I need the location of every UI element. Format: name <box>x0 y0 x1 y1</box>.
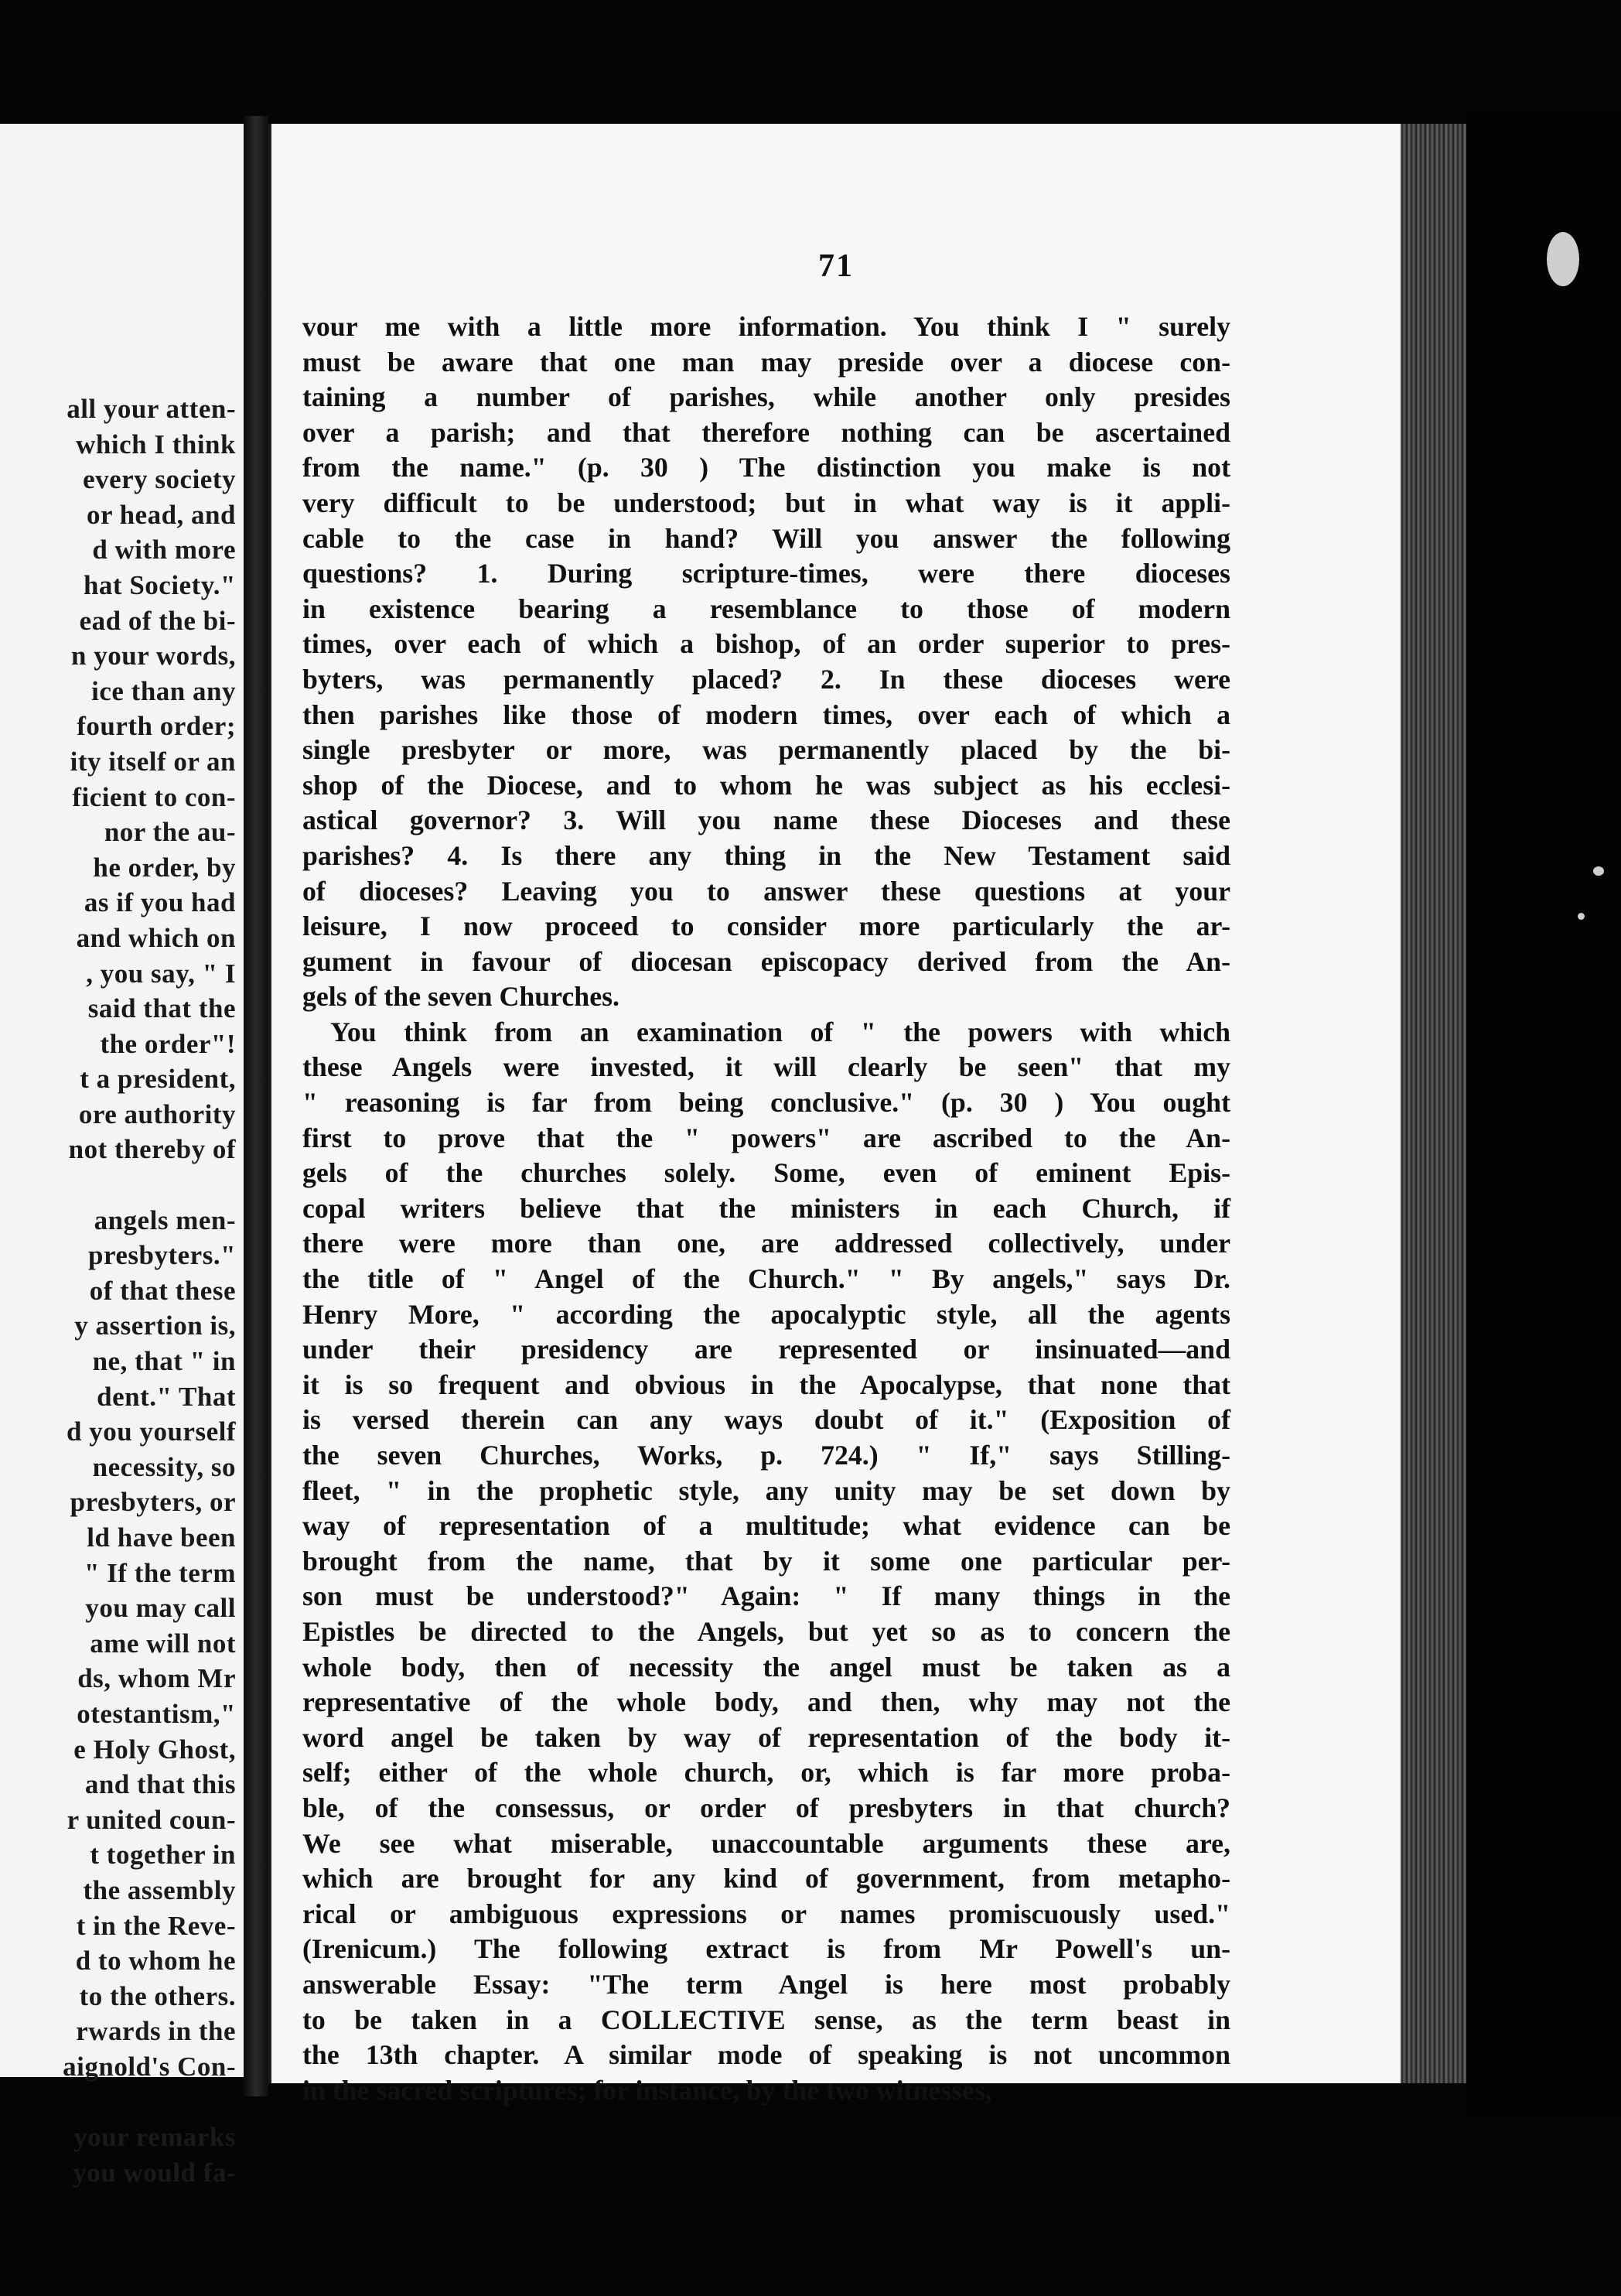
left-page-line: every society <box>83 464 236 495</box>
left-page-line: ice than any <box>91 675 236 706</box>
text-line: (Irenicum.) The following extract is from Mr Powell's un- <box>302 1933 1230 1965</box>
text-line: whole body, then of necessity the angel must be taken as a <box>302 1651 1230 1683</box>
text-line: gels of the churches solely. Some, even of eminent Epis- <box>302 1157 1230 1189</box>
text-line: fleet, " in the prophetic style, any unity may be set down by <box>302 1474 1230 1506</box>
left-page-line: t a president, <box>80 1064 236 1095</box>
left-page-line: dent." That <box>97 1381 236 1412</box>
left-page-line: e Holy Ghost, <box>73 1734 236 1765</box>
text-line: vour me with a little more information. You think I " surely <box>302 311 1230 342</box>
left-page-line: ne, that " in <box>92 1346 236 1377</box>
text-line: there were more than one, are addressed collectively, under <box>302 1228 1230 1259</box>
left-page-line <box>0 2085 236 2120</box>
text-line: single presbyter or more, was permanently placed by the bi- <box>302 734 1230 766</box>
text-line: first to prove that the " powers" are ascribed to the An- <box>302 1122 1230 1153</box>
left-page-line: ame will not <box>90 1628 236 1659</box>
left-page-line: t in the Reve- <box>76 1910 236 1941</box>
text-line: is versed therein can any ways doubt of it." (Exposition of <box>302 1404 1230 1436</box>
text-line: times, over each of which a bishop, of an order superior to pres- <box>302 628 1230 660</box>
left-page-line: " If the term <box>84 1557 236 1588</box>
left-page-line: d you yourself <box>67 1416 236 1447</box>
text-line: representative of the whole body, and then, why may not the <box>302 1686 1230 1718</box>
text-line: shop of the Diocese, and to whom he was subject as his ecclesi- <box>302 769 1230 801</box>
text-line: " reasoning is far from being conclusive." (p. 30 ) You ought <box>302 1087 1230 1119</box>
left-page-line: the assembly <box>83 1874 236 1905</box>
left-page-line: to the others. <box>79 1980 236 2011</box>
left-page-line: rwards in the <box>76 2016 236 2047</box>
left-page-line: d to whom he <box>75 1946 236 1977</box>
left-page-line: d with more <box>92 535 236 565</box>
right-page <box>268 124 1402 2106</box>
text-line: the title of " Angel of the Church." " By angels," says Dr. <box>302 1263 1230 1295</box>
dust-speck <box>1578 913 1585 920</box>
left-page-line: ore authority <box>78 1098 236 1129</box>
left-page-line: ld have been <box>87 1522 236 1553</box>
text-line: it is so frequent and obvious in the Apocalypse, that none that <box>302 1368 1230 1400</box>
page-number: 71 <box>818 248 854 284</box>
text-line: son must be understood?" Again: " If many things in the <box>302 1580 1230 1612</box>
left-page-line: presbyters, or <box>70 1487 236 1518</box>
text-line: of dioceses? Leaving you to answer these questions at your <box>302 875 1230 907</box>
left-page-line: y assertion is, <box>74 1310 236 1341</box>
page-fore-edge <box>1402 124 1466 2083</box>
left-page-line: otestantism," <box>77 1698 236 1729</box>
left-page-line: as if you had <box>84 887 236 918</box>
text-line: gels of the seven Churches. <box>302 981 619 1013</box>
text-line: brought from the name, that by it some one particular per- <box>302 1545 1230 1577</box>
text-line: rical or ambiguous expressions or names promiscuously used." <box>302 1898 1230 1929</box>
left-page-text <box>0 391 236 2190</box>
text-line: way of representation of a multitude; what evidence can be <box>302 1510 1230 1542</box>
text-line: byters, was permanently placed? 2. In these dioceses were <box>302 663 1230 695</box>
text-line: Henry More, " according the apocalyptic style, all the agents <box>302 1298 1230 1330</box>
left-page-line: n your words, <box>71 641 236 671</box>
text-line: to be taken in a COLLECTIVE sense, as the term beast in <box>302 2004 1230 2035</box>
text-line: these Angels were invested, it will clearly be seen" that my <box>302 1051 1230 1083</box>
text-line: taining a number of parishes, while another only presides <box>302 381 1230 413</box>
left-page-line: ficient to con- <box>72 781 236 812</box>
text-line: the 13th chapter. A similar mode of speaking is not uncommon <box>302 2039 1230 2071</box>
left-page-line: nor the au- <box>104 817 236 848</box>
left-facing-page <box>0 124 246 2188</box>
text-line: ble, of the consessus, or order of presbyters in that church? <box>302 1792 1230 1823</box>
left-page-line: angels men- <box>94 1204 236 1235</box>
text-line: copal writers believe that the ministers in each Church, if <box>302 1192 1230 1224</box>
left-page-line: he order, by <box>93 852 236 883</box>
text-line: over a parish; and that therefore nothing can be ascertained <box>302 416 1230 448</box>
text-line: the seven Churches, Works, p. 724.) " If," says Stilling- <box>302 1440 1230 1471</box>
text-line: then parishes like those of modern times, over each of which a <box>302 699 1230 730</box>
left-page-line: t together in <box>90 1840 236 1871</box>
text-line: from the name." (p. 30 ) The distinction you make is not <box>302 452 1230 483</box>
left-page-line: aignold's Con- <box>63 2051 236 2082</box>
left-page-line: r united coun- <box>67 1804 236 1835</box>
text-line: cable to the case in hand? Will you answer the following <box>302 522 1230 554</box>
left-page-line: necessity, so <box>92 1451 236 1482</box>
scan-background-edge <box>1466 108 1621 2120</box>
text-line: answerable Essay: "The term Angel is here most probably <box>302 1968 1230 2000</box>
left-page-line: or head, and <box>86 499 236 530</box>
left-page-line: not thereby of <box>68 1134 236 1165</box>
left-page-line: all your atten- <box>67 394 236 424</box>
left-page-line: of that these <box>89 1275 236 1306</box>
left-page-line: the order"! <box>100 1028 236 1059</box>
left-page-line: said that the <box>87 993 236 1024</box>
left-page-line: ds, whom Mr <box>77 1663 236 1694</box>
left-page-line: hat Society." <box>83 569 236 600</box>
text-line: gument in favour of diocesan episcopacy derived from the An- <box>302 945 1230 977</box>
left-page-line: you would fa- <box>73 2157 236 2188</box>
left-page-line: you may call <box>85 1593 236 1624</box>
left-page-line: which I think <box>76 429 236 460</box>
text-line: in existence bearing a resemblance to those of modern <box>302 593 1230 624</box>
text-line: You think from an examination of " the powers with which <box>330 1016 1230 1047</box>
text-line: leisure, I now proceed to consider more particularly the ar- <box>302 911 1230 942</box>
left-page-line: , you say, " I <box>86 958 236 989</box>
text-line: parishes? 4. Is there any thing in the New Testament said <box>302 839 1230 871</box>
text-line: which are brought for any kind of government, from metapho- <box>302 1863 1230 1895</box>
text-line: in the sacred scriptures; for instance, by the two witnesses, <box>302 2074 992 2106</box>
text-line: must be aware that one man may preside over a diocese con- <box>302 346 1230 378</box>
left-page-line: ead of the bi- <box>79 605 236 636</box>
text-line: very difficult to be understood; but in what way is it appli- <box>302 487 1230 518</box>
dust-speck <box>1547 232 1579 286</box>
left-page-line: presbyters." <box>87 1240 236 1271</box>
text-line: astical governor? 3. Will you name these Dioceses and these <box>302 805 1230 836</box>
left-page-line: ity itself or an <box>70 746 236 777</box>
page-body-text <box>302 309 1230 2108</box>
text-line: self; either of the whole church, or, which is far more proba- <box>302 1757 1230 1789</box>
text-line: Epistles be directed to the Angels, but yet so as to concern the <box>302 1615 1230 1647</box>
text-line: word angel be taken by way of representation of the body it- <box>302 1721 1230 1753</box>
dust-speck <box>1593 866 1604 876</box>
left-page-line <box>0 1167 236 1203</box>
left-page-line: and that this <box>84 1769 236 1800</box>
text-line: We see what miserable, unaccountable arguments these are, <box>302 1827 1230 1859</box>
text-line: under their presidency are represented or insinuated—and <box>302 1334 1230 1365</box>
left-page-line: your remarks <box>73 2122 236 2153</box>
left-page-line: fourth order; <box>77 711 236 742</box>
book-gutter <box>244 116 268 2096</box>
left-page-line: and which on <box>76 922 236 953</box>
text-line: questions? 1. During scripture-times, were there dioceses <box>302 558 1230 589</box>
